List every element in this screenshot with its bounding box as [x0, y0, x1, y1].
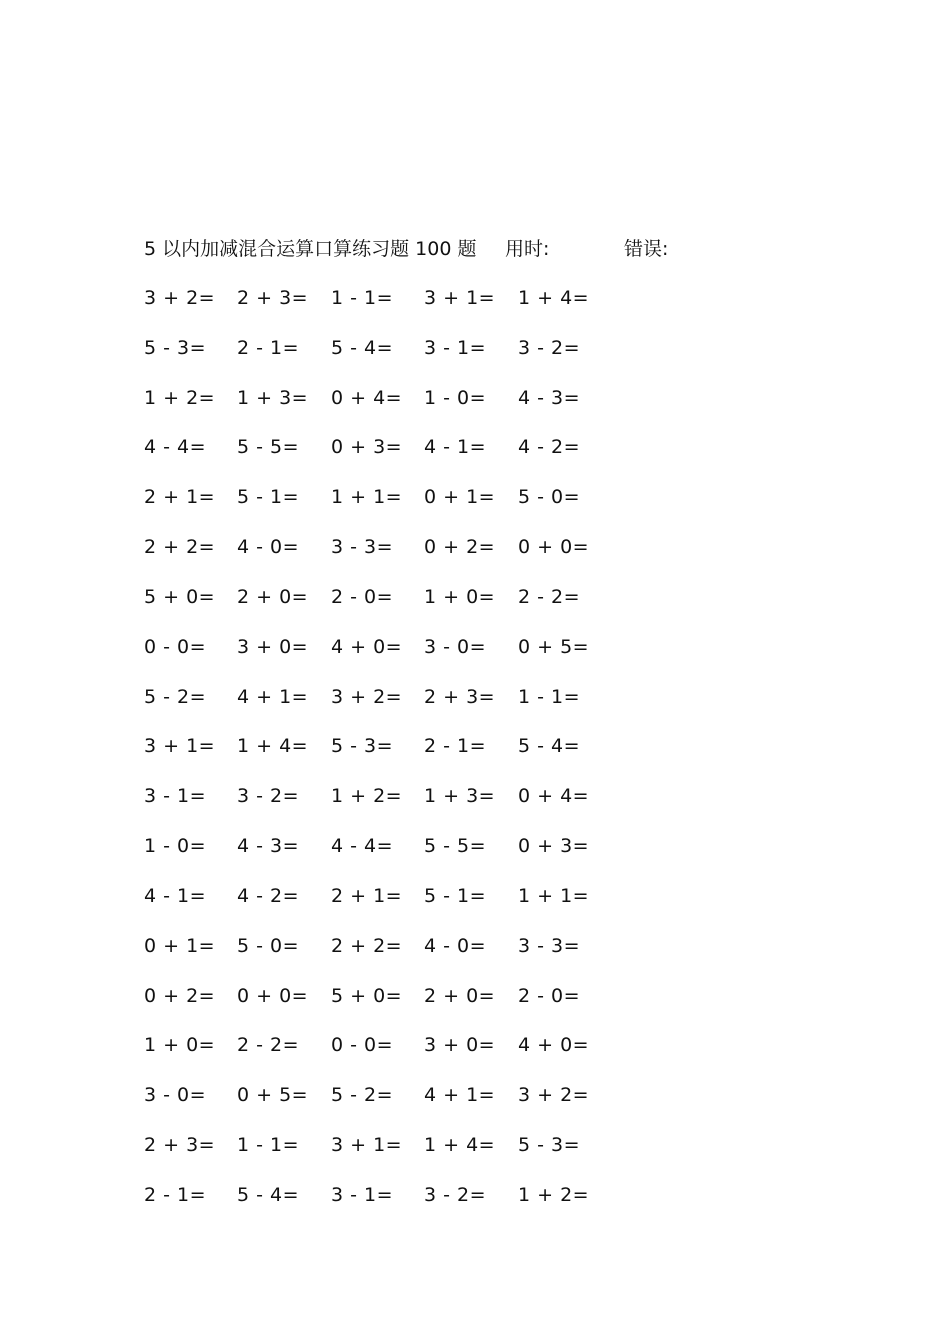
- problem-item: 5 - 2=: [144, 685, 207, 708]
- problem-item: 1 - 1=: [237, 1134, 300, 1157]
- problem-item: 0 - 0=: [144, 635, 207, 658]
- problem-row: [144, 383, 624, 433]
- problem-row: [144, 632, 624, 682]
- problem-item: 4 - 1=: [144, 884, 207, 907]
- problem-item: 5 - 2=: [331, 1084, 394, 1107]
- problem-row: [144, 283, 624, 333]
- problem-item: 3 + 1=: [424, 287, 496, 309]
- problem-item: 4 - 2=: [237, 884, 300, 907]
- problem-item: 0 + 3=: [518, 835, 590, 858]
- problem-item: 5 - 0=: [237, 934, 300, 957]
- problem-item: 4 + 0=: [331, 635, 403, 658]
- problem-row: [144, 831, 624, 881]
- problem-item: 1 + 0=: [144, 1034, 216, 1057]
- problem-item: 1 - 0=: [144, 835, 207, 858]
- problem-item: 2 + 0=: [237, 585, 309, 608]
- problem-item: 2 + 1=: [144, 486, 216, 509]
- problem-item: 4 - 0=: [237, 536, 300, 559]
- problem-item: 1 + 2=: [144, 386, 216, 409]
- problem-item: 4 - 4=: [144, 436, 207, 459]
- problem-item: 4 - 3=: [237, 835, 300, 858]
- problem-item: 2 + 1=: [331, 884, 403, 907]
- problem-item: 1 - 1=: [518, 685, 581, 708]
- problem-item: 3 - 1=: [424, 336, 487, 359]
- problem-item: 0 + 3=: [331, 436, 403, 459]
- problem-item: 0 + 1=: [424, 486, 496, 509]
- problem-row: [144, 532, 624, 582]
- problem-item: 2 + 2=: [144, 536, 216, 559]
- problem-item: 5 - 4=: [518, 735, 581, 758]
- problem-item: 4 - 2=: [518, 436, 581, 459]
- problem-item: 1 + 3=: [237, 386, 309, 409]
- problem-grid: [144, 283, 624, 1230]
- problem-item: 3 - 2=: [237, 785, 300, 808]
- problem-item: 0 + 0=: [237, 984, 309, 1007]
- problem-item: 4 + 1=: [237, 685, 309, 708]
- problem-item: 5 - 4=: [331, 336, 394, 359]
- problem-item: 3 - 0=: [424, 635, 487, 658]
- problem-item: 2 + 3=: [144, 1134, 216, 1157]
- problem-row: [144, 1130, 624, 1180]
- problem-item: 1 + 4=: [237, 735, 309, 758]
- problem-item: 2 + 2=: [331, 934, 403, 957]
- problem-item: 3 + 2=: [331, 685, 403, 708]
- problem-row: [144, 333, 624, 383]
- problem-item: 5 + 0=: [144, 585, 216, 608]
- problem-item: 0 + 2=: [144, 984, 216, 1007]
- problem-item: 1 - 0=: [424, 386, 487, 409]
- problem-row: [144, 1080, 624, 1130]
- problem-item: 4 - 4=: [331, 835, 394, 858]
- problem-item: 4 - 3=: [518, 386, 581, 409]
- problem-row: [144, 582, 624, 632]
- problem-item: 5 - 3=: [331, 735, 394, 758]
- problem-item: 5 - 1=: [424, 884, 487, 907]
- problem-item: 5 - 3=: [518, 1134, 581, 1157]
- problem-item: 2 + 3=: [237, 287, 309, 309]
- problem-item: 5 - 4=: [237, 1183, 300, 1206]
- problem-item: 3 - 3=: [331, 536, 394, 559]
- problem-item: 2 - 1=: [144, 1183, 207, 1206]
- problem-item: 5 - 3=: [144, 336, 207, 359]
- problem-row: [144, 881, 624, 931]
- problem-item: 5 - 0=: [518, 486, 581, 509]
- problem-item: 3 - 2=: [518, 336, 581, 359]
- problem-item: 3 + 2=: [518, 1084, 590, 1107]
- problem-item: 5 - 5=: [424, 835, 487, 858]
- problem-row: [144, 432, 624, 482]
- problem-item: 1 + 3=: [424, 785, 496, 808]
- problem-item: 3 - 1=: [144, 785, 207, 808]
- problem-item: 1 + 1=: [331, 486, 403, 509]
- problem-item: 1 + 0=: [424, 585, 496, 608]
- problem-item: 5 - 5=: [237, 436, 300, 459]
- problem-item: 5 - 1=: [237, 486, 300, 509]
- problem-item: 3 - 1=: [331, 1183, 394, 1206]
- problem-row: [144, 981, 624, 1031]
- problem-item: 4 - 1=: [424, 436, 487, 459]
- problem-row: [144, 682, 624, 732]
- problem-item: 2 - 2=: [237, 1034, 300, 1057]
- problem-item: 1 + 1=: [518, 884, 590, 907]
- problem-item: 3 + 0=: [237, 635, 309, 658]
- problem-row: [144, 1180, 624, 1230]
- problem-item: 0 + 4=: [518, 785, 590, 808]
- problem-item: 3 + 1=: [144, 735, 216, 758]
- problem-row: [144, 482, 624, 532]
- time-used-label: 用时:: [505, 238, 550, 260]
- problem-item: 4 - 0=: [424, 934, 487, 957]
- worksheet-title: 5 以内加减混合运算口算练习题 100 题: [144, 238, 477, 260]
- problem-item: 2 + 0=: [424, 984, 496, 1007]
- problem-item: 1 + 4=: [424, 1134, 496, 1157]
- problem-row: [144, 781, 624, 831]
- problem-item: 2 + 3=: [424, 685, 496, 708]
- problem-item: 3 - 3=: [518, 934, 581, 957]
- problem-item: 1 - 1=: [331, 287, 394, 309]
- problem-item: 4 + 1=: [424, 1084, 496, 1107]
- problem-item: 0 + 2=: [424, 536, 496, 559]
- problem-item: 1 + 4=: [518, 287, 590, 309]
- problem-item: 2 - 0=: [518, 984, 581, 1007]
- problem-item: 2 - 1=: [237, 336, 300, 359]
- problem-item: 1 + 2=: [331, 785, 403, 808]
- problem-item: 2 - 2=: [518, 585, 581, 608]
- problem-item: 0 + 1=: [144, 934, 216, 957]
- problem-row: [144, 931, 624, 981]
- problem-item: 4 + 0=: [518, 1034, 590, 1057]
- problem-row: [144, 731, 624, 781]
- problem-item: 0 + 5=: [518, 635, 590, 658]
- problem-item: 5 + 0=: [331, 984, 403, 1007]
- problem-item: 0 - 0=: [331, 1034, 394, 1057]
- problem-item: 2 - 1=: [424, 735, 487, 758]
- problem-row: [144, 1030, 624, 1080]
- problem-item: 3 + 1=: [331, 1134, 403, 1157]
- problem-item: 3 + 2=: [144, 287, 216, 309]
- problem-item: 1 + 2=: [518, 1183, 590, 1206]
- problem-item: 3 - 0=: [144, 1084, 207, 1107]
- problem-item: 0 + 5=: [237, 1084, 309, 1107]
- problem-item: 0 + 0=: [518, 536, 590, 559]
- problem-item: 3 + 0=: [424, 1034, 496, 1057]
- problem-item: 3 - 2=: [424, 1183, 487, 1206]
- problem-item: 0 + 4=: [331, 386, 403, 409]
- worksheet-header: [144, 234, 844, 264]
- error-count-label: 错误:: [624, 238, 669, 260]
- problem-item: 2 - 0=: [331, 585, 394, 608]
